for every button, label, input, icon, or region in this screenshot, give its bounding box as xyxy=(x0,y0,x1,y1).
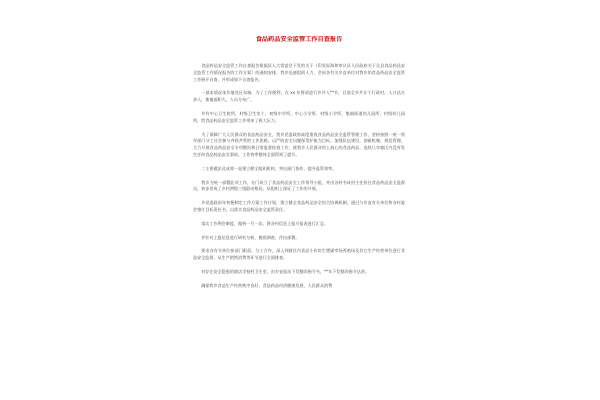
paragraph: 并有中心卫生院所，村级卫生室个，初级中学所，中心小学所，村级小学所，集镇街道幼儿园所，村级幼儿园所，给食品药品安全监管工作带来了极大压力。 xyxy=(193,110,405,123)
document-title: 食品药品安全监管工作自查报告 xyxy=(255,36,343,43)
paragraph: 一基本情况本乡地处区东端，为了工作便利，在 xx 年将原进行乡并入**乡，目前全乡共计个行政村，人口达万余人，集镇面积大，人员分布广。 xyxy=(193,90,405,103)
document-page xyxy=(193,36,405,400)
paragraph: 要求各有关单位按部门职责，分工合作，深入到辖区内食品小作坊生猪屠宰场养殖场及其它生产经营单位进行食品安全监督，从生产销售消费等环节进行全面排查。 xyxy=(193,248,405,261)
paragraph: 落实工作例会制度，做到一月一次，将各村信息上报月报表进行汇总。 xyxy=(201,220,329,226)
paragraph: 为了保障广大人民群众的食品药品安全，我乡党委政府高度重视食品药品安全监管管理工作，坚持按照一统一领导部门分工社会参与齐抓共管的工作思路，以严防安全问题保驾护航为目标，加强队伍建设，创新机制，规范管理，大力开展食品药品安全专项整治和日常监督检查工作，使我乡人民群众用上放心的食品药品，连续几年辖区内没有发生任何食品药品安全事故，工作效率整体全面得到了提升。 xyxy=(193,131,405,157)
paragraph: 我乡为统一部署此项工作，专门成立了食品药品安全工作领导小组，并由各村书成村主任担任食品药品安全监督员，初步形成了乡村两级三级联动格局，从组织上保证了工作的开展。 xyxy=(193,179,405,192)
paragraph: 乡党委政府年初便制定工作方案工作计划，建立健全食品药品安全综合协调机制，通过与乡直有关单位和各村委会签订目标责任书，以落实食品药品安全监管责任。 xyxy=(193,200,405,212)
paragraph: 二主要做法及成效一是建立健全组织机构，突出部门协作，提升监管效率。 xyxy=(201,165,337,171)
paragraph: 食品药品安全监管工作自查报告根据县人大常委会下发的关于《印发际海和审议县人民政府关于全县食品药品安全监管工作情况报告的工作方案》的通知安排，我乡迅速组织人力，会同各有关乡直单位对我乡的食品药品安全监管工作展开自查，并形成如下自查报告。 xyxy=(193,63,405,82)
paragraph: 对存在安全隐患的商店学校村卫生室，由乡安监站下发整改指令书，**年下发整改指令达余。 xyxy=(201,268,370,274)
document-body xyxy=(193,63,405,297)
paragraph: 并针对上报信息进行研究分析，摸底调查，作出部署。 xyxy=(201,234,300,240)
paragraph: 确保我乡食品生产经营秩序良好，食品药品经济健康发展，人民群众消费 xyxy=(201,282,333,288)
